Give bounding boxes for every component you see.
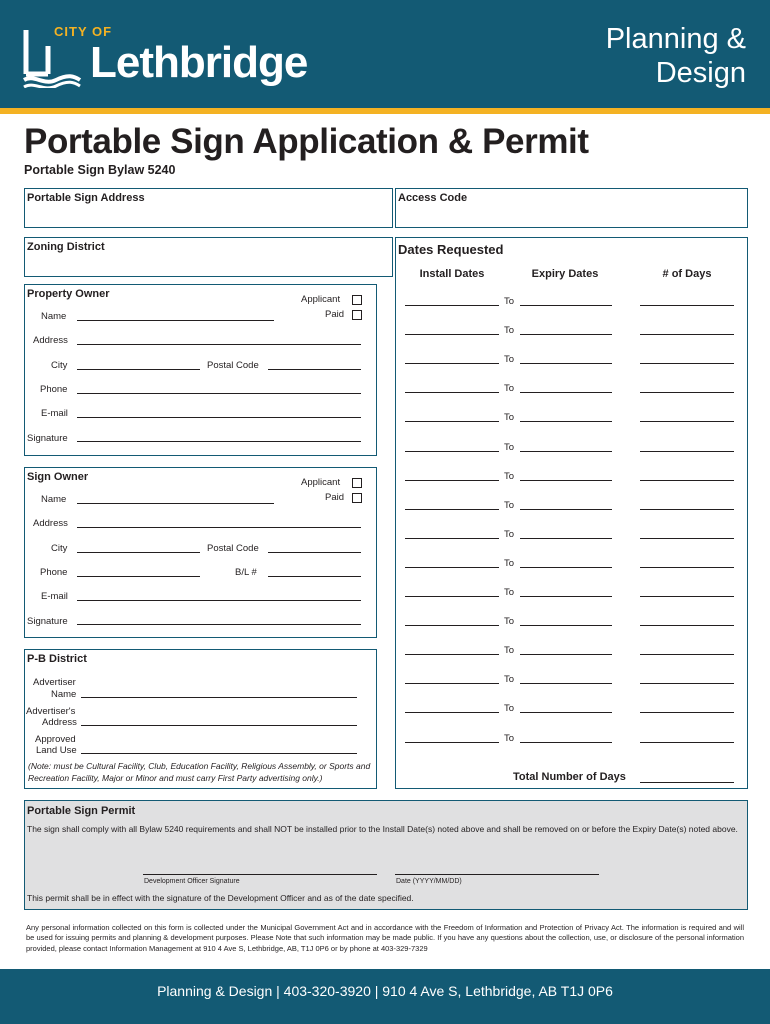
- permit-date-input[interactable]: [395, 874, 599, 875]
- so-phone-label: Phone: [40, 567, 68, 578]
- expiry-date-input[interactable]: [520, 596, 612, 597]
- to-label: To: [504, 529, 515, 540]
- col-install-dates: Install Dates: [419, 268, 485, 280]
- num-days-input[interactable]: [640, 363, 734, 364]
- po-name-label: Name: [41, 311, 67, 322]
- install-date-input[interactable]: [405, 334, 499, 335]
- to-label: To: [504, 645, 515, 656]
- so-address-input[interactable]: [77, 527, 361, 528]
- num-days-input[interactable]: [640, 654, 734, 655]
- po-name-input[interactable]: [77, 320, 274, 321]
- so-paid-checkbox[interactable]: [352, 493, 362, 503]
- po-email-label: E-mail: [41, 408, 68, 419]
- so-name-label: Name: [41, 494, 67, 505]
- to-label: To: [504, 471, 515, 482]
- zoning-district-field[interactable]: [24, 237, 393, 277]
- page-subtitle: Portable Sign Bylaw 5240: [24, 163, 176, 177]
- so-city-input[interactable]: [77, 552, 200, 553]
- pb-advertisers-label-2: Address: [42, 717, 77, 728]
- to-label: To: [504, 674, 515, 685]
- permit-effect-text: This permit shall be in effect with the signature of the Development Officer and as of the date specified.: [27, 893, 414, 903]
- expiry-date-input[interactable]: [520, 625, 612, 626]
- so-city-label: City: [51, 543, 68, 554]
- po-signature-input[interactable]: [77, 441, 361, 442]
- install-date-input[interactable]: [405, 392, 499, 393]
- num-days-input[interactable]: [640, 334, 734, 335]
- expiry-date-input[interactable]: [520, 683, 612, 684]
- sign-address-field[interactable]: [24, 188, 393, 228]
- so-postal-input[interactable]: [268, 552, 361, 553]
- expiry-date-input[interactable]: [520, 712, 612, 713]
- so-address-label: Address: [33, 518, 68, 529]
- pb-district-heading: P-B District: [27, 653, 87, 665]
- sign-owner-heading: Sign Owner: [27, 471, 89, 483]
- to-label: To: [504, 558, 515, 569]
- num-days-input[interactable]: [640, 712, 734, 713]
- expiry-date-input[interactable]: [520, 567, 612, 568]
- page-title: Portable Sign Application & Permit: [24, 122, 589, 161]
- num-days-input[interactable]: [640, 625, 734, 626]
- install-date-input[interactable]: [405, 451, 499, 452]
- officer-signature-input[interactable]: [143, 874, 377, 875]
- install-date-input[interactable]: [405, 509, 499, 510]
- num-days-input[interactable]: [640, 596, 734, 597]
- to-label: To: [504, 383, 515, 394]
- expiry-date-input[interactable]: [520, 509, 612, 510]
- num-days-input[interactable]: [640, 392, 734, 393]
- install-date-input[interactable]: [405, 567, 499, 568]
- so-applicant-checkbox[interactable]: [352, 478, 362, 488]
- so-bl-input[interactable]: [268, 576, 361, 577]
- po-postal-input[interactable]: [268, 369, 361, 370]
- department-title: [606, 22, 746, 90]
- header-accent-stripe: [0, 108, 770, 114]
- so-bl-label: B/L #: [235, 567, 257, 578]
- property-owner-heading: Property Owner: [27, 288, 110, 300]
- expiry-date-input[interactable]: [520, 421, 612, 422]
- to-label: To: [504, 733, 515, 744]
- install-date-input[interactable]: [405, 363, 499, 364]
- access-code-label: Access Code: [398, 192, 468, 204]
- to-label: To: [504, 587, 515, 598]
- expiry-date-input[interactable]: [520, 334, 612, 335]
- department-line-2: Design: [655, 57, 746, 89]
- po-email-input[interactable]: [77, 417, 361, 418]
- total-days-input[interactable]: [640, 782, 734, 783]
- logo-name-text: Lethbridge: [90, 38, 308, 87]
- pb-advertisers-label-1: Advertiser's: [26, 706, 76, 717]
- sign-address-label: Portable Sign Address: [27, 192, 145, 204]
- expiry-date-input[interactable]: [520, 480, 612, 481]
- permit-text: The sign shall comply with all Bylaw 5240 requirements and shall NOT be installed prior to the Install Date(s) noted above and shall be removed on or before the Expiry Date(s) noted above.: [27, 824, 738, 834]
- po-city-input[interactable]: [77, 369, 200, 370]
- so-signature-input[interactable]: [77, 624, 361, 625]
- pb-land-use-input[interactable]: [81, 753, 357, 754]
- footer-contact: Planning & Design | 403-320-3920 | 910 4 Ave S, Lethbridge, AB T1J 0P6: [157, 983, 613, 999]
- po-phone-label: Phone: [40, 384, 68, 395]
- po-signature-label: Signature: [27, 433, 68, 444]
- num-days-input[interactable]: [640, 305, 734, 306]
- po-address-input[interactable]: [77, 344, 361, 345]
- permit-date-label: Date (YYYY/MM/DD): [396, 878, 462, 885]
- so-email-label: E-mail: [41, 591, 68, 602]
- pb-advertiser-name-input[interactable]: [81, 697, 357, 698]
- property-owner-section: [24, 284, 377, 456]
- po-phone-input[interactable]: [77, 393, 361, 394]
- to-label: To: [504, 412, 515, 423]
- po-applicant-checkbox[interactable]: [352, 295, 362, 305]
- po-postal-label: Postal Code: [207, 360, 259, 371]
- expiry-date-input[interactable]: [520, 392, 612, 393]
- pb-approved-label-1: Approved: [35, 734, 76, 745]
- expiry-date-input[interactable]: [520, 363, 612, 364]
- install-date-input[interactable]: [405, 683, 499, 684]
- pb-advertiser-label-2: Name: [51, 689, 77, 700]
- department-line-1: Planning &: [605, 23, 746, 55]
- to-label: To: [504, 296, 515, 307]
- privacy-disclaimer: Any personal information collected on this form is collected under the Municipal Government Act and in accordance with the Freedom of Information and Protection of Privacy Act. The information is required and will be used for issuing permits and planning & development purposes. Please Note that such information may be made public. If you have any questions about the collection, use, or disclosure of the personal information provided, please contact Information Management at 910 4 Ave S, Lethbridge, AB, T1J 0P6 or by phone at 403-329-7329: [26, 923, 744, 953]
- num-days-input[interactable]: [640, 567, 734, 568]
- expiry-date-input[interactable]: [520, 742, 612, 743]
- to-label: To: [504, 500, 515, 511]
- install-date-input[interactable]: [405, 625, 499, 626]
- num-days-input[interactable]: [640, 451, 734, 452]
- install-date-input[interactable]: [405, 421, 499, 422]
- install-date-input[interactable]: [405, 742, 499, 743]
- num-days-input[interactable]: [640, 742, 734, 743]
- sign-owner-section: [24, 467, 377, 638]
- po-applicant-label: Applicant: [301, 294, 341, 305]
- city-logo: [22, 22, 308, 92]
- num-days-input[interactable]: [640, 421, 734, 422]
- access-code-field[interactable]: [395, 188, 748, 228]
- po-city-label: City: [51, 360, 68, 371]
- expiry-date-input[interactable]: [520, 654, 612, 655]
- num-days-input[interactable]: [640, 509, 734, 510]
- num-days-input[interactable]: [640, 480, 734, 481]
- so-phone-input[interactable]: [77, 576, 200, 577]
- so-paid-label: Paid: [325, 492, 345, 503]
- to-label: To: [504, 325, 515, 336]
- to-label: To: [504, 616, 515, 627]
- so-applicant-label: Applicant: [301, 477, 341, 488]
- pb-advertiser-address-input[interactable]: [81, 725, 357, 726]
- po-address-label: Address: [33, 335, 68, 346]
- pb-note: (Note: must be Cultural Facility, Club, Education Facility, Religious Assembly, or Sports and Recreation Facility, Major or Minor and must carry First Party advertising only.): [28, 761, 371, 783]
- pb-approved-label-2: Land Use: [36, 745, 77, 756]
- pb-advertiser-label-1: Advertiser: [33, 677, 76, 688]
- num-days-input[interactable]: [640, 538, 734, 539]
- expiry-date-input[interactable]: [520, 451, 612, 452]
- po-paid-checkbox[interactable]: [352, 310, 362, 320]
- install-date-input[interactable]: [405, 480, 499, 481]
- install-date-input[interactable]: [405, 305, 499, 306]
- expiry-date-input[interactable]: [520, 305, 612, 306]
- so-email-input[interactable]: [77, 600, 361, 601]
- expiry-date-input[interactable]: [520, 538, 612, 539]
- install-date-input[interactable]: [405, 712, 499, 713]
- to-label: To: [504, 442, 515, 453]
- to-label: To: [504, 354, 515, 365]
- total-days-label: Total Number of Days: [513, 771, 626, 783]
- zoning-district-label: Zoning District: [27, 241, 105, 253]
- col-num-days: # of Days: [662, 268, 712, 280]
- to-label: To: [504, 703, 515, 714]
- num-days-input[interactable]: [640, 683, 734, 684]
- po-paid-label: Paid: [325, 309, 345, 320]
- logo-city-text: CITY OF: [54, 24, 113, 39]
- so-name-input[interactable]: [77, 503, 274, 504]
- install-date-input[interactable]: [405, 596, 499, 597]
- so-postal-label: Postal Code: [207, 543, 259, 554]
- permit-section: [24, 800, 748, 910]
- so-signature-label: Signature: [27, 616, 68, 627]
- pb-district-section: [24, 649, 377, 789]
- officer-signature-label: Development Officer Signature: [144, 878, 240, 885]
- install-date-input[interactable]: [405, 538, 499, 539]
- dates-heading: Dates Requested: [398, 242, 504, 257]
- dates-requested-section: [395, 237, 748, 789]
- install-date-input[interactable]: [405, 654, 499, 655]
- col-expiry-dates: Expiry Dates: [531, 268, 599, 280]
- permit-heading: Portable Sign Permit: [27, 805, 136, 817]
